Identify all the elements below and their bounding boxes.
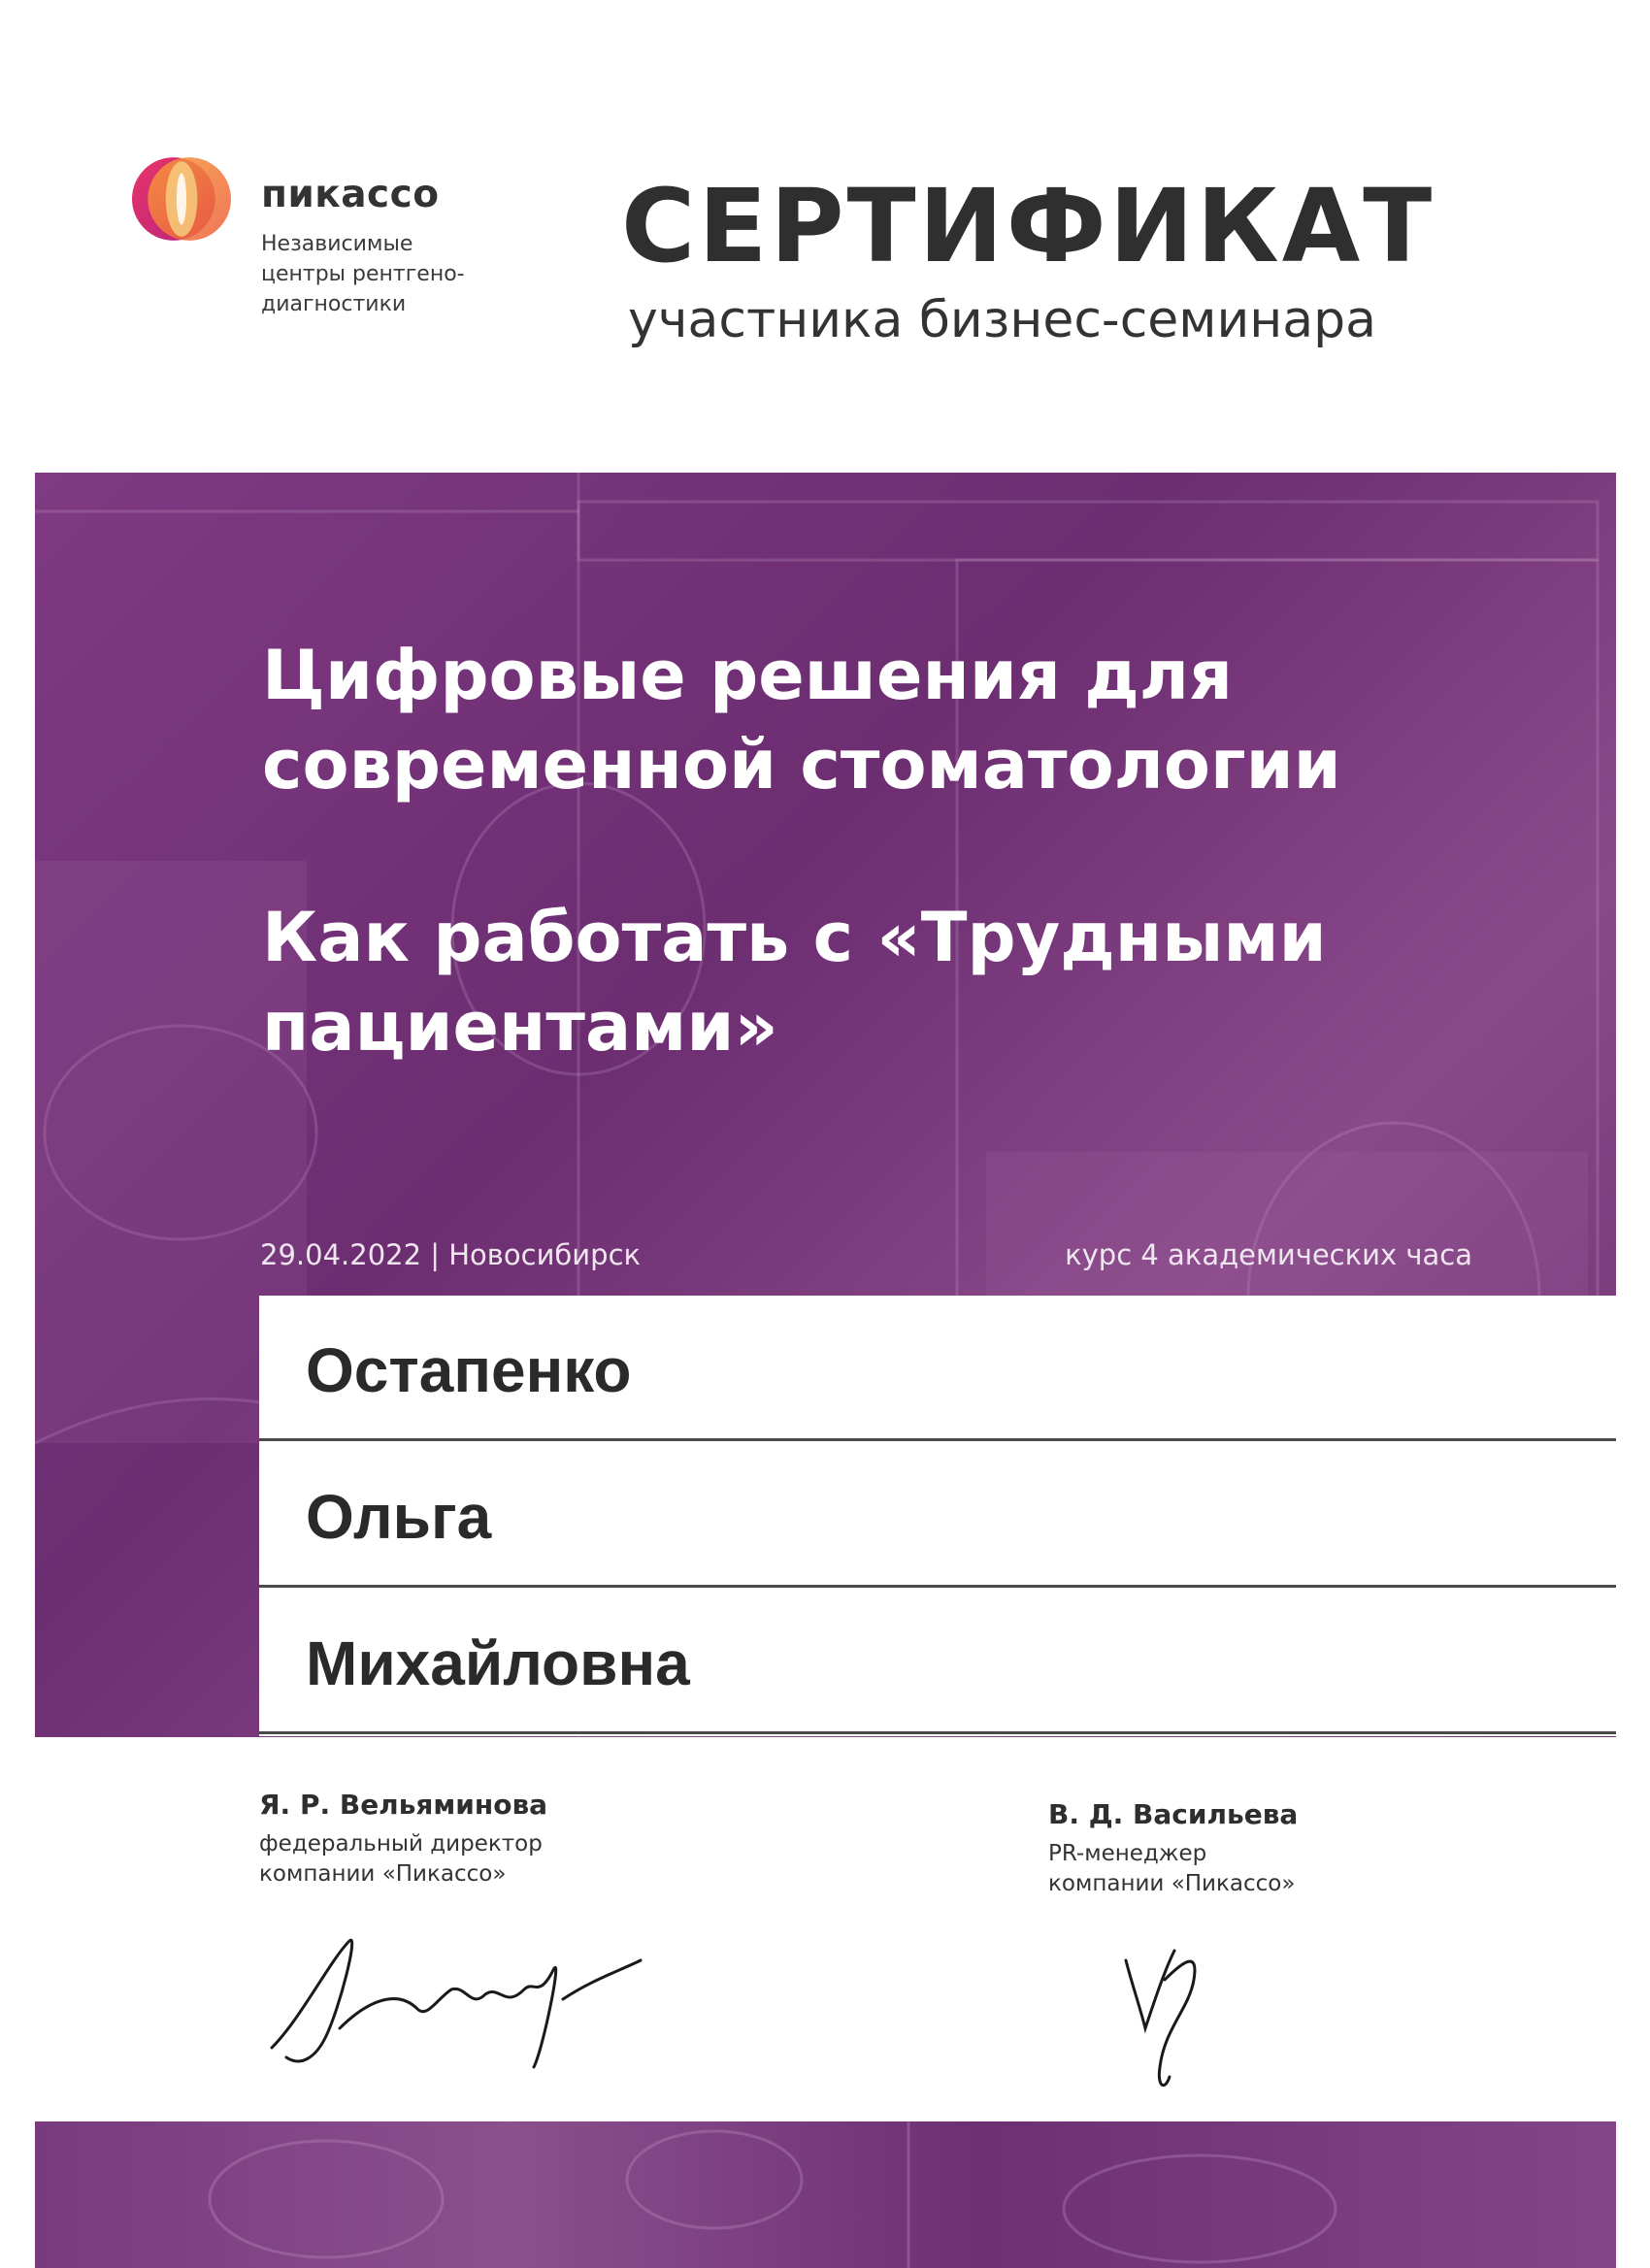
participant-first-name: Ольга xyxy=(306,1482,492,1552)
signature-1-image xyxy=(243,1902,650,2096)
name-row xyxy=(259,1296,1616,1441)
signatory-1-role xyxy=(259,1829,543,1890)
signatory-2-role xyxy=(1048,1839,1295,1899)
signatory-1-name: Я. Р. Вельяминова xyxy=(259,1789,548,1821)
bottom-decor-strip xyxy=(35,2121,1616,2268)
name-row xyxy=(259,1442,1616,1588)
certificate-title: СЕРТИФИКАТ xyxy=(621,167,1436,285)
certificate-subtitle: участника бизнес-семинара xyxy=(628,291,1377,349)
role-line: компании «Пикассо» xyxy=(1048,1871,1296,1896)
role-line: компании «Пикассо» xyxy=(259,1861,507,1887)
name-row xyxy=(259,1589,1616,1734)
participant-name-box xyxy=(259,1296,1616,1736)
participant-surname: Остапенко xyxy=(306,1335,632,1405)
brand-tagline xyxy=(261,229,465,319)
topic-line: Как работать с «Трудными xyxy=(262,898,1327,977)
pikasso-logo-icon xyxy=(132,149,231,248)
brand-tagline-line: центры рентгено- xyxy=(261,262,465,286)
brand-name: пикассо xyxy=(261,173,440,216)
role-line: федеральный директор xyxy=(259,1831,543,1857)
course-duration: курс 4 академических часа xyxy=(1065,1238,1472,1271)
topic-line: Цифровые решения для xyxy=(262,636,1233,715)
topic-line: пациентами» xyxy=(262,987,778,1067)
topic-line: современной стоматологии xyxy=(262,725,1341,805)
xray-strip-image xyxy=(35,2121,1616,2268)
date-location: 29.04.2022 | Новосибирск xyxy=(260,1238,642,1271)
seminar-topic-1 xyxy=(262,631,1524,809)
brand-tagline-line: Независимые xyxy=(261,232,413,256)
role-line: PR-менеджер xyxy=(1048,1841,1207,1866)
participant-patronymic: Михайловна xyxy=(306,1628,690,1698)
brand-tagline-line: диагностики xyxy=(261,292,407,316)
signature-2-image xyxy=(1106,1922,1223,2096)
seminar-topic-2 xyxy=(262,893,1524,1071)
signatory-2-name: В. Д. Васильева xyxy=(1048,1798,1299,1830)
